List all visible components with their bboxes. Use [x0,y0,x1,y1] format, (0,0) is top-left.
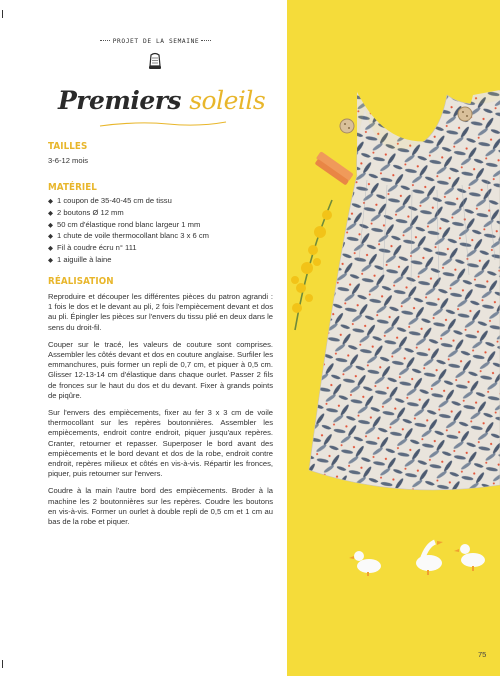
list-item: ◆ 1 aiguille à laine [48,254,112,264]
dress-illustration [287,0,500,676]
section-kicker: PROJET DE LA SEMAINE [112,38,200,45]
dress-photo [287,0,500,676]
materials-heading: MATÉRIEL [48,182,97,193]
list-item: ◆ 50 cm d'élastique rond blanc largeur 1 mm [48,219,201,229]
toy-ducks [349,541,485,576]
list-item: ◆ Fil à coudre écru n° 111 [48,243,137,253]
instruction-paragraph: Coudre à la main l'autre bord des empiècements. Broder à la machine les 2 boutonnières sur les repères. Coudre les boutons en vis-à-vis. Former un ourlet à double repli de 0,5 cm et 1 cm au bas de la robe et piquer. [48,486,273,527]
page-title [58,86,266,115]
thimble-icon [148,52,162,70]
button [340,119,354,133]
realisation-heading: RÉALISATION [48,276,114,287]
title-word-1: Premiers [58,86,181,115]
button [458,107,472,121]
materials-list [48,196,273,267]
mimosa-sprig [291,200,332,330]
list-item: ◆ 1 chute de voile thermocollant blanc 3 x 6 cm [48,231,209,241]
sizes-heading: TAILLES [48,141,88,152]
realisation-section [48,276,273,527]
list-item: ◆ 1 coupon de 35-40-45 cm de tissu [48,196,172,205]
sizes-section [48,141,273,166]
sizes-text: 3-6-12 mois [48,156,89,165]
page-number: 75 [478,650,487,659]
instruction-paragraph: Reproduire et découper les différentes pièces du patron agrandi : 1 fois le dos et le devant au pli, 2 fois l'empiècement devant et dos au pli. Épingler les pièces sur l'envers du tissu plié en deux dans le sens du droit-fil. [48,292,273,332]
clothespin [313,151,354,185]
materials-section [48,182,273,267]
instruction-paragraph: Couper sur le tracé, les valeurs de couture sont comprises. Assembler les côtés devant et dos en couture anglaise. Surfiler les emmanchures, puis former un repli de 0,7 cm, et piquer à 0,5 cm. Glisser 12-13-14 cm d'élastique dans chaque ourlet. Passer 2 fils de fronces sur le haut du dos et du devant. Fixer à grands points de piqûre. [48,339,273,400]
instruction-paragraph: Sur l'envers des empiècements, fixer au fer 3 x 3 cm de voile thermocollant sur les repères boutonnières. Assembler les empiècements, endroit contre endroit, piquer jusqu'aux repères. Cranter, retourner et repasser. Superposer le bord avant des empiècements et le bord devant et dos de la robe, endroit contre endroit, repères milieux et côtés en vis-à-vis. Répartir les fronces, piquer, puis retourner sur l'envers. [48,408,273,479]
list-item: ◆ 2 boutons Ø 12 mm [48,207,124,217]
title-swash [98,120,228,128]
crop-mark [2,660,3,668]
crop-mark [2,10,3,18]
kicker-dots-right [201,40,211,41]
title-word-2: soleils [189,86,266,115]
